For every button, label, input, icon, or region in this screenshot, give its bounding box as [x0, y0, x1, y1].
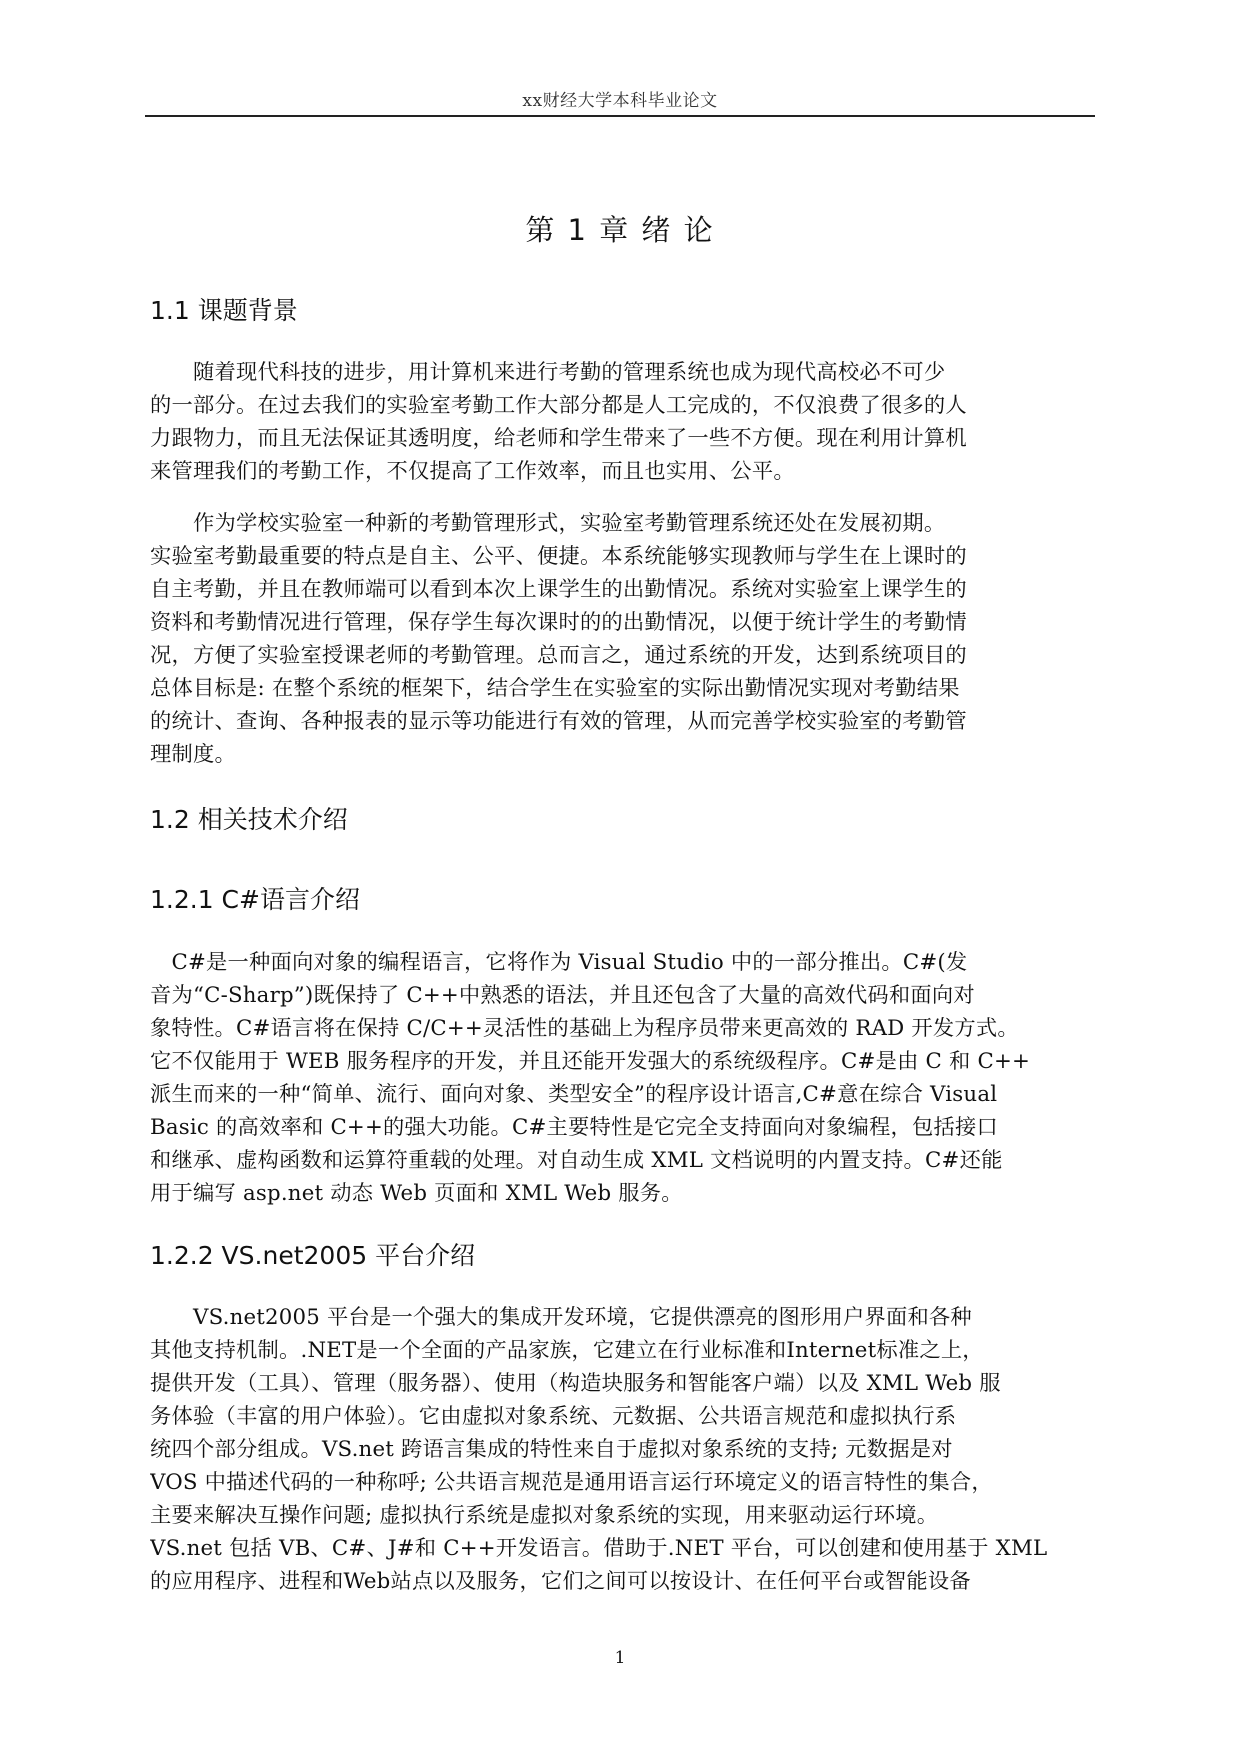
- text-line: 和继承、虚构函数和运算符重载的处理。对自动生成 XML 文档说明的内置支持。C#还能: [150, 1148, 1003, 1173]
- text-line: 来管理我们的考勤工作，不仅提高了工作效率，而且也实用、公平。: [150, 459, 795, 484]
- text-line: 务体验（丰富的用户体验）。它由虚拟对象系统、元数据、公共语言规范和虚拟执行系: [150, 1404, 957, 1429]
- text-line: 实验室考勤最重要的特点是自主、公平、便捷。本系统能够实现教师与学生在上课时的: [150, 544, 967, 569]
- text-line: 理制度。: [150, 742, 236, 767]
- text-line: 派生而来的一种“简单、流行、面向对象、类型安全”的程序设计语言,C#意在综合 Visual: [150, 1082, 998, 1107]
- text-line: 它不仅能用于 WEB 服务程序的开发，并且还能开发强大的系统级程序。C#是由 C 和 C++: [150, 1049, 1031, 1074]
- paragraph-vsnet: [150, 1301, 1094, 1598]
- text-line: 自主考勤，并且在教师端可以看到本次上课学生的出勤情况。系统对实验室上课学生的: [150, 577, 967, 602]
- text-line: 其他支持机制。.NET是一个全面的产品家族，它建立在行业标准和Internet标准之上，: [150, 1338, 984, 1363]
- running-header: xx财经大学本科毕业论文: [522, 91, 718, 111]
- text-line: 的一部分。在过去我们的实验室考勤工作大部分都是人工完成的，不仅浪费了很多的人: [150, 393, 967, 418]
- section-heading-1-2: 1.2 相关技术介绍: [150, 805, 348, 834]
- paragraph-csharp: [150, 946, 1094, 1210]
- text-line: 用于编写 asp.net 动态 Web 页面和 XML Web 服务。: [150, 1181, 683, 1206]
- text-line: 象特性。C#语言将在保持 C/C++灵活性的基础上为程序员带来更高效的 RAD 开发方式。: [150, 1016, 1019, 1041]
- paragraph-background-2: [150, 507, 1094, 771]
- text-line: 随着现代科技的进步，用计算机来进行考勤的管理系统也成为现代高校必不可少: [150, 360, 946, 385]
- chapter-title: 第 1 章 绪 论: [525, 213, 715, 247]
- paragraph-background-1: [150, 356, 1094, 488]
- text-line: VOS 中描述代码的一种称呼; 公共语言规范是通用语言运行环境定义的语言特性的集合，: [150, 1470, 993, 1495]
- section-heading-1-1: 1.1 课题背景: [150, 296, 298, 325]
- text-line: Basic 的高效率和 C++的强大功能。C#主要特性是它完全支持面向对象编程，包括接口: [150, 1115, 998, 1140]
- text-line: VS.net2005 平台是一个强大的集成开发环境，它提供漂亮的图形用户界面和各种: [150, 1305, 972, 1330]
- text-line: 主要来解决互操作问题; 虚拟执行系统是虚拟对象系统的实现，用来驱动运行环境。: [150, 1503, 939, 1528]
- text-line: 提供开发（工具）、管理（服务器）、使用（构造块服务和智能客户端）以及 XML Web 服: [150, 1371, 1001, 1396]
- text-line: 统四个部分组成。VS.net 跨语言集成的特性来自于虚拟对象系统的支持; 元数据是对: [150, 1437, 953, 1462]
- text-line: VS.net 包括 VB、C#、J#和 C++开发语言。借助于.NET 平台，可以创建和使用基于 XML: [150, 1536, 1048, 1561]
- section-heading-1-2-2: 1.2.2 VS.net2005 平台介绍: [150, 1241, 476, 1270]
- text-line: 况，方便了实验室授课老师的考勤管理。总而言之，通过系统的开发，达到系统项目的: [150, 643, 967, 668]
- page-number: 1: [614, 1648, 626, 1668]
- text-line: 力跟物力，而且无法保证其透明度，给老师和学生带来了一些不方便。现在利用计算机: [150, 426, 967, 451]
- text-line: 资料和考勤情况进行管理，保存学生每次课时的的出勤情况，以便于统计学生的考勤情: [150, 610, 967, 635]
- text-line: 的统计、查询、各种报表的显示等功能进行有效的管理，从而完善学校实验室的考勤管: [150, 709, 967, 734]
- text-line: 作为学校实验室一种新的考勤管理形式，实验室考勤管理系统还处在发展初期。: [150, 511, 946, 536]
- text-line: 音为“C-Sharp”)既保持了 C++中熟悉的语法，并且还包含了大量的高效代码和面向对: [150, 983, 975, 1008]
- text-line: 的应用程序、进程和Web站点以及服务，它们之间可以按设计、在任何平台或智能设备: [150, 1569, 971, 1594]
- text-line: 总体目标是: 在整个系统的框架下，结合学生在实验室的实际出勤情况实现对考勤结果: [150, 676, 960, 701]
- section-heading-1-2-1: 1.2.1 C#语言介绍: [150, 885, 360, 914]
- header-divider: [145, 115, 1095, 117]
- text-line: C#是一种面向对象的编程语言，它将作为 Visual Studio 中的一部分推出。C#(发: [150, 950, 968, 975]
